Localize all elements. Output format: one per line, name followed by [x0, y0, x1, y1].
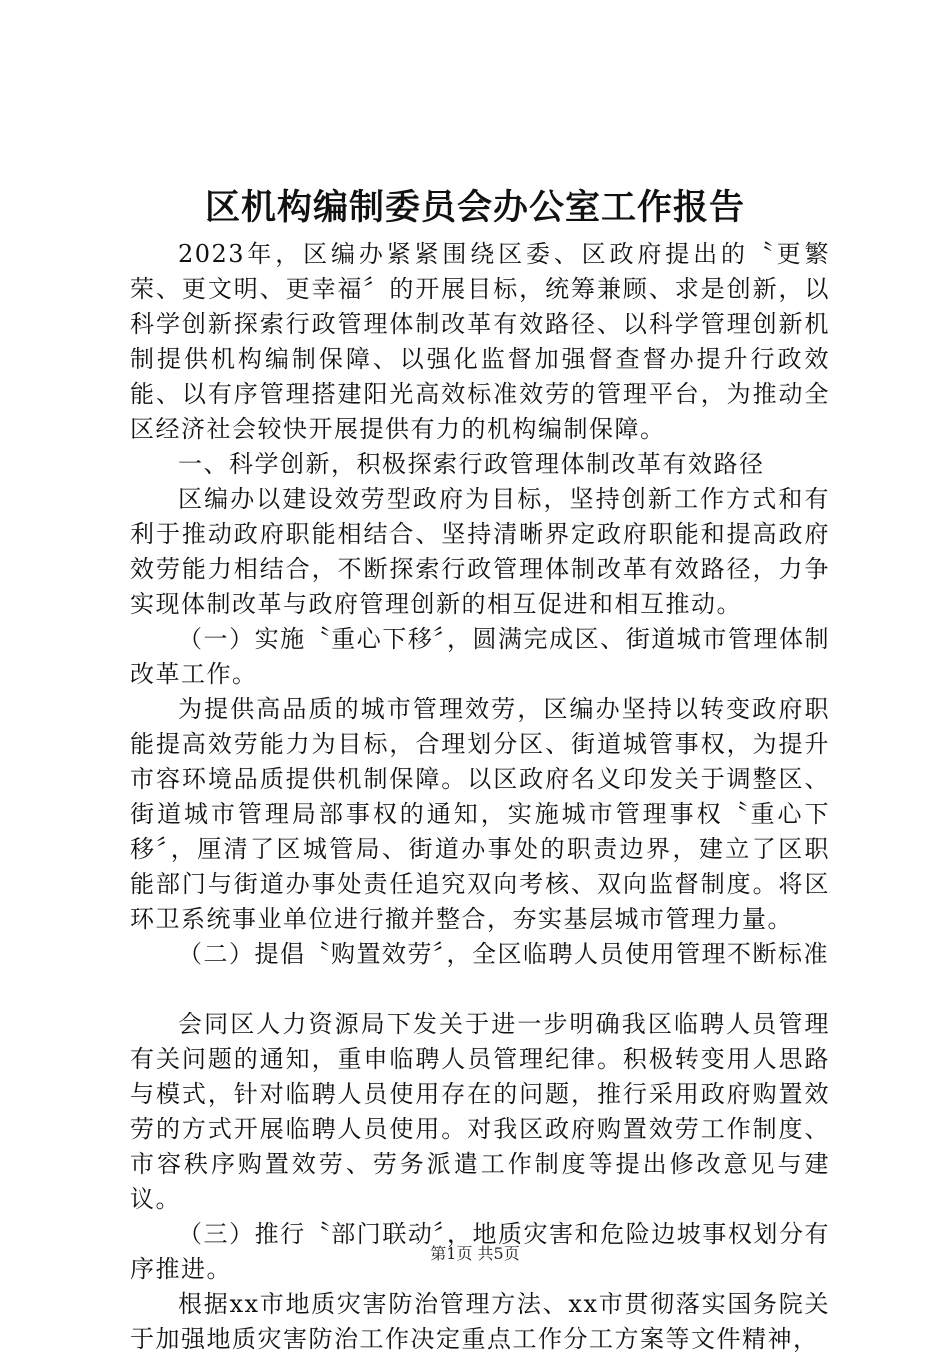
subsection-1-paragraph: 为提供高品质的城市管理效劳，区编办坚持以转变政府职能提高效劳能力为目标，合理划分区、街道城管事权，为提升市容环境品质提供机制保障。以区政府名义印发关于调整区、街道城市管理局部事权的通知，实施城市管理事权〝重心下移〞，厘清了区城管局、街道办事处的职责边界，建立了区职能部门与街道办事处责任追究双向考核、双向监督制度。将区环卫系统事业单位进行撤并整合，夯实基层城市管理力量。 — [130, 695, 830, 933]
page-number-footer: 第1页 共5页 — [430, 1244, 520, 1263]
intro-paragraph: 2023年，区编办紧紧围绕区委、区政府提出的〝更繁荣、更文明、更幸福〞的开展目标，统筹兼顾、求是创新，以科学创新探索行政管理体制改革有效路径、以科学管理创新机制提供机构编制保障、以强化监督加强督查督办提升行政效能、以有序管理搭建阳光高效标准效劳的管理平台，为推动全区经济社会较快开展提供有力的机构编制保障。 — [130, 240, 830, 443]
subsection-2-paragraph: 会同区人力资源局下发关于进一步明确我区临聘人员管理有关问题的通知，重申临聘人员管理纪律。积极转变用人思路与模式，针对临聘人员使用存在的问题，推行采用政府购置效劳的方式开展临聘人员使用。对我区政府购置效劳工作制度、市容秩序购置效劳、劳务派遣工作制度等提出修改意见与建议。 — [130, 1010, 830, 1213]
subsection-heading-3: （三）推行〝部门联动〞，地质灾害和危险边坡事权划分有序推进。 — [130, 1220, 830, 1283]
blank-line — [130, 972, 830, 1007]
section-heading-1: 一、科学创新，积极探索行政管理体制改革有效路径 — [178, 450, 765, 478]
subsection-heading-1: （一）实施〝重心下移〞，圆满完成区、街道城市管理体制改革工作。 — [130, 625, 830, 688]
subsection-3-paragraph: 根据xx市地质灾害防治管理方法、xx市贯彻落实国务院关于加强地质灾害防治工作决定重点工作分工方案等文件精神， — [130, 1290, 830, 1353]
section-1-paragraph: 区编办以建设效劳型政府为目标，坚持创新工作方式和有利于推动政府职能相结合、坚持清晰界定政府职能和提高政府效劳能力相结合，不断探索行政管理体制改革有效路径，力争实现体制改革与政府管理创新的相互促进和相互推动。 — [130, 485, 830, 618]
document-title: 区机构编制委员会办公室工作报告 — [204, 187, 745, 228]
subsection-heading-2: （二）提倡〝购置效劳〞，全区临聘人员使用管理不断标准 — [178, 940, 829, 968]
document-body — [130, 237, 830, 1357]
